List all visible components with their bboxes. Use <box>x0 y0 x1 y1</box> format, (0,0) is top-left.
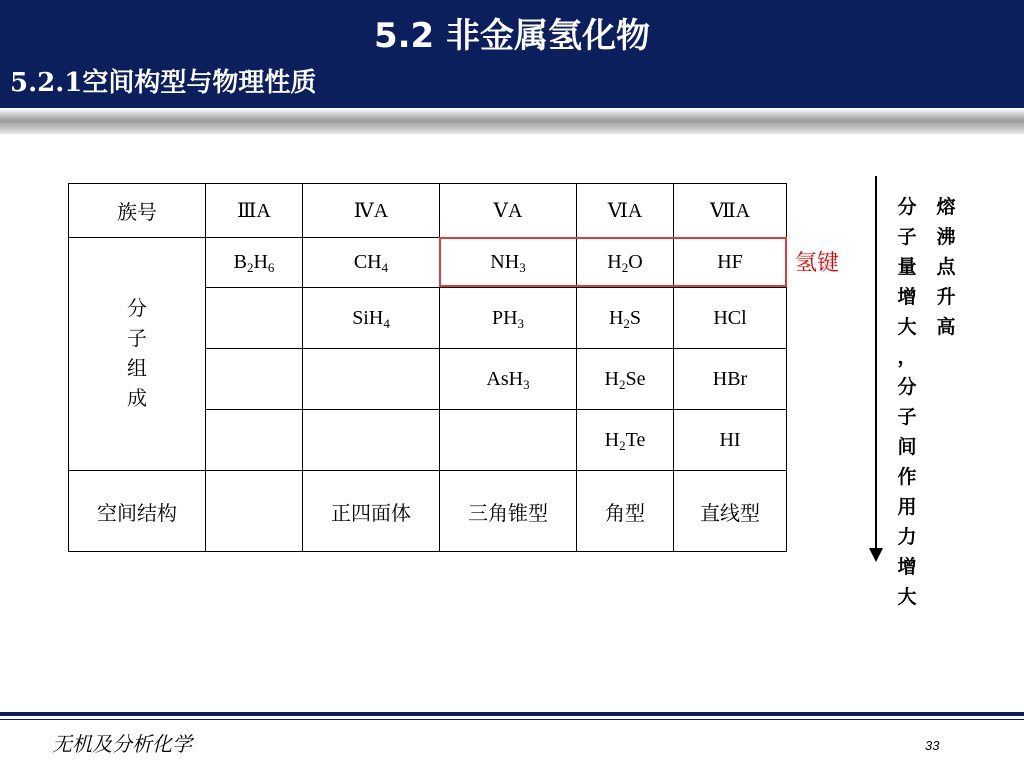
formula-subscript: 3 <box>523 376 530 392</box>
composition-label-char: 分 <box>127 298 147 320</box>
formula-text: HF <box>717 251 743 273</box>
formula-cell <box>206 349 303 410</box>
molecular-weight-note <box>895 192 919 612</box>
formula-cell <box>206 410 303 471</box>
down-arrow-icon <box>869 548 883 562</box>
formula-text: CH <box>353 251 382 273</box>
vertical-note-char: 量 <box>897 256 917 278</box>
formula-cell <box>440 410 577 471</box>
vertical-note-char: 用 <box>897 496 917 518</box>
formula-cell <box>440 288 577 349</box>
formula-cell <box>303 410 440 471</box>
formula-text: PH <box>491 306 518 329</box>
hydrogen-bond-label: 氢键 <box>795 251 840 276</box>
structure-cell: 直线型 <box>674 471 787 552</box>
formula-text: HBr <box>712 367 748 390</box>
formula-cell <box>303 288 440 349</box>
formula-cell <box>440 349 577 410</box>
formula-cell <box>674 349 787 410</box>
formula-text: B <box>233 251 247 273</box>
header-divider-band <box>0 110 1024 134</box>
formula-subscript: 2 <box>621 260 629 275</box>
formula-cell <box>577 410 674 471</box>
vertical-note-char: 大 <box>897 586 917 608</box>
vertical-note-char: 增 <box>897 556 917 578</box>
vertical-note-char: 升 <box>936 286 956 308</box>
vertical-note-char: 沸 <box>936 226 956 248</box>
vertical-note-char: 熔 <box>936 196 956 218</box>
boiling-point-note <box>934 192 958 342</box>
composition-label-char: 子 <box>127 328 147 350</box>
formula-cell <box>674 410 787 471</box>
formula-subscript: 2 <box>246 260 254 275</box>
structure-cell: 角型 <box>577 471 674 552</box>
footer-divider-thin <box>0 719 1024 720</box>
structure-cell <box>206 471 303 552</box>
slide-title: 5.2 非金属氢化物 <box>373 16 651 56</box>
formula-text: Se <box>625 367 646 390</box>
formula-cell <box>303 238 440 288</box>
formula-cell <box>303 349 440 410</box>
table-header-row <box>69 184 787 238</box>
composition-label-char: 组 <box>127 358 147 380</box>
group-header-cell: ⅣA <box>303 184 440 238</box>
trend-arrow-shaft <box>875 176 877 552</box>
formula-text: O <box>628 251 643 273</box>
formula-subscript: 4 <box>381 260 389 275</box>
vertical-note-char: ， <box>897 346 917 368</box>
formula-text: AsH <box>486 367 524 390</box>
structure-row <box>69 471 787 552</box>
vertical-note-char: 点 <box>936 256 956 278</box>
vertical-note-char: 子 <box>897 226 917 248</box>
formula-text: H <box>253 251 268 273</box>
structure-label-cell: 空间结构 <box>69 471 206 552</box>
header-bar <box>0 0 1024 108</box>
formula-text: NH <box>490 251 520 273</box>
group-header-cell: ⅤA <box>440 184 577 238</box>
vertical-note-char: 分 <box>897 376 917 398</box>
formula-subscript: 4 <box>383 315 390 331</box>
formula-cell <box>577 349 674 410</box>
formula-subscript: 6 <box>267 260 275 275</box>
vertical-note-char: 子 <box>897 406 917 428</box>
formula-text: HCl <box>713 306 747 329</box>
vertical-note-char: 作 <box>897 466 917 488</box>
group-header-cell: ⅦA <box>674 184 787 238</box>
formula-text: H <box>608 306 624 329</box>
formula-text: S <box>629 306 642 329</box>
vertical-note-char: 力 <box>897 526 917 548</box>
formula-cell <box>206 238 303 288</box>
formula-text: H <box>604 428 620 451</box>
formula-subscript: 2 <box>618 376 626 392</box>
formula-cell <box>674 288 787 349</box>
group-header-cell: ⅢA <box>206 184 303 238</box>
page-number: 33 <box>925 738 940 753</box>
formula-subscript: 3 <box>519 260 526 275</box>
vertical-note-char: 间 <box>897 436 917 458</box>
composition-label-cell <box>69 238 206 471</box>
vertical-note-char: 大 <box>897 316 917 338</box>
formula-subscript: 2 <box>619 437 626 453</box>
formula-text: H <box>604 367 619 390</box>
formula-text: SiH <box>352 306 384 329</box>
footer-divider <box>0 712 1024 716</box>
formula-cell <box>577 288 674 349</box>
formula-text: H <box>607 251 622 273</box>
formula-subscript: 3 <box>517 315 525 331</box>
course-name: 无机及分析化学 <box>52 732 192 756</box>
formula-text: Te <box>625 428 646 451</box>
formula-cell <box>206 288 303 349</box>
vertical-note-char: 高 <box>936 316 956 338</box>
group-header-cell: ⅥA <box>577 184 674 238</box>
formula-text: HI <box>719 428 741 451</box>
structure-cell: 正四面体 <box>303 471 440 552</box>
hydrogen-bond-highlight-box <box>439 237 787 287</box>
composition-label-char: 成 <box>127 388 147 410</box>
slide-subtitle: 5.2.1空间构型与物理性质 <box>10 68 317 98</box>
vertical-note-char: 增 <box>897 286 917 308</box>
vertical-note-char: 分 <box>897 196 917 218</box>
formula-subscript: 2 <box>623 315 630 331</box>
group-label-cell: 族号 <box>69 184 206 238</box>
structure-cell: 三角锥型 <box>440 471 577 552</box>
